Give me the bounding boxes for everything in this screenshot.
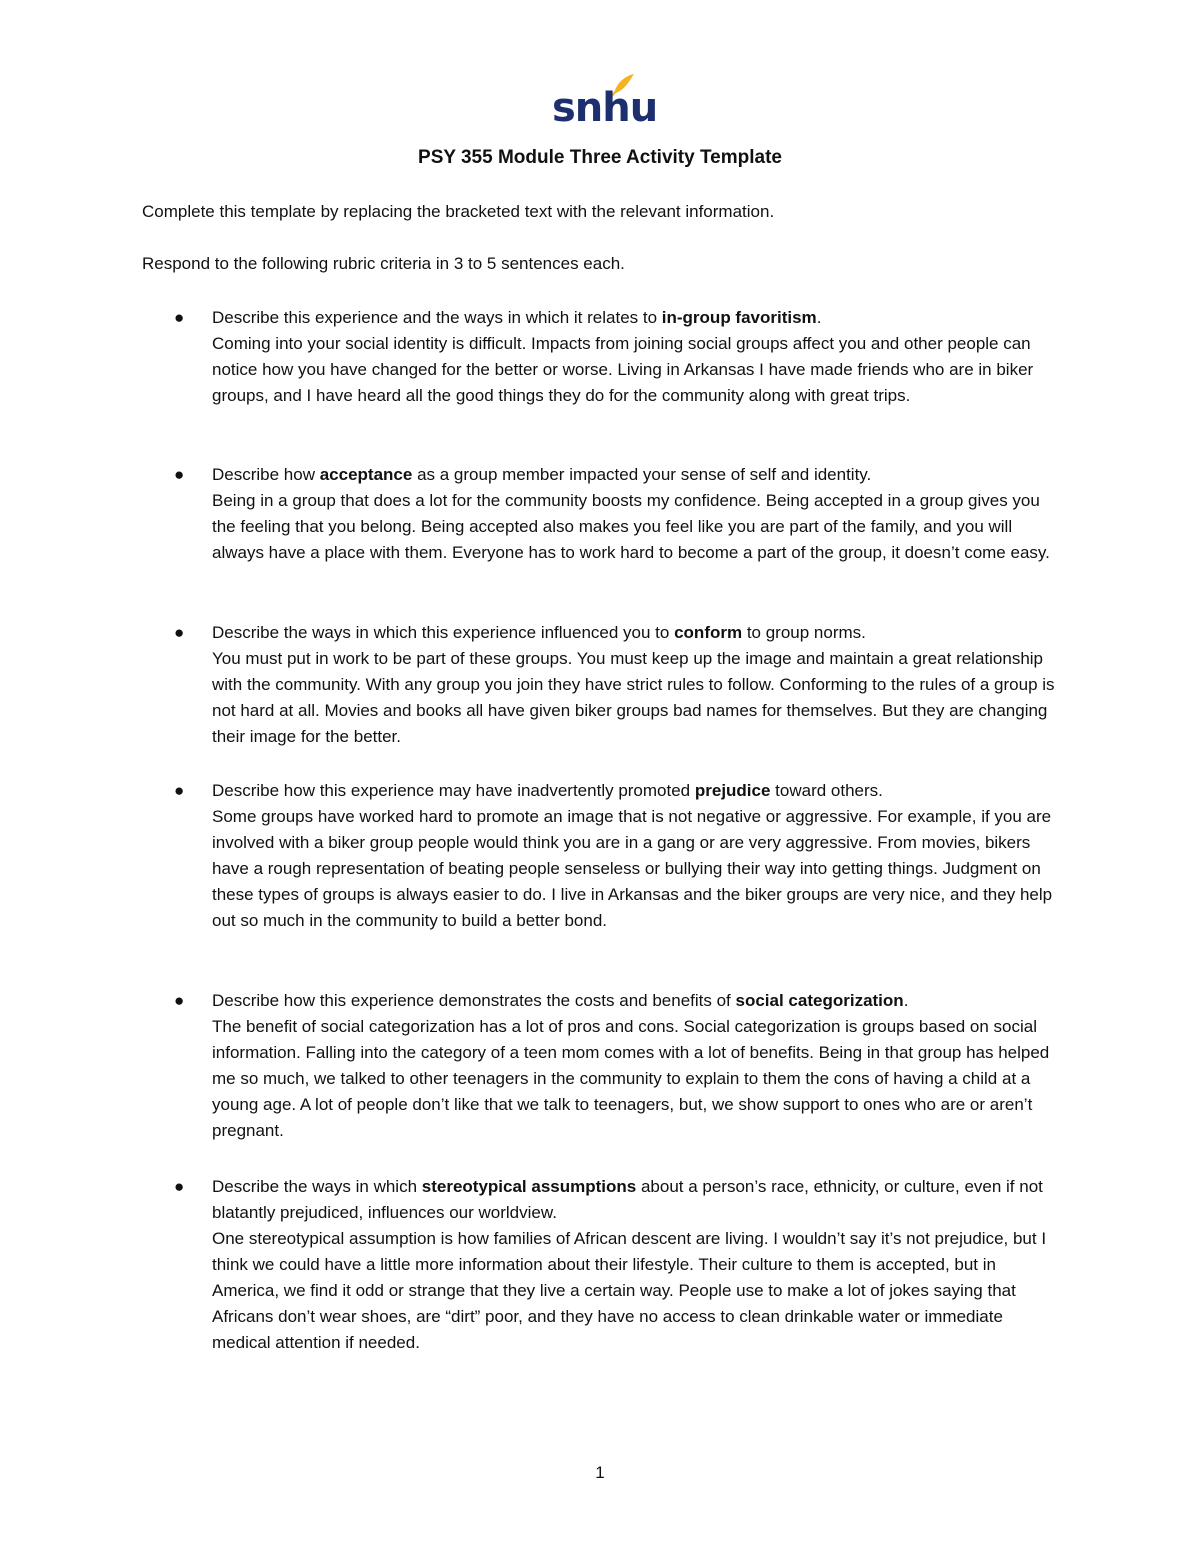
bullet-icon: ● — [174, 991, 185, 1010]
snhu-logo — [552, 72, 658, 132]
rubric-response: One stereotypical assumption is how families of African descent are living. I wouldn’t say it’s not prejudice, but I think we could have a little more information about their lifestyle. Their culture to them is accepted, but in America, we find it odd or strange that they live a certain way. People use to make a lot of jokes saying that Africans don’t wear shoes, are “dirt” poor, and they have no access to clean drinkable water or immediate medical attention if needed. — [212, 1229, 1047, 1352]
rubric-response: Coming into your social identity is difficult. Impacts from joining social groups affect you and other people can notice how you have changed for the better or worse. Living in Arkansas I have made friends who are in biker groups, and I have heard all the good things they do for the community along with great trips. — [212, 334, 1034, 405]
rubric-prompt: Describe how acceptance as a group member impacted your sense of self and identity. — [212, 465, 872, 484]
rubric-response: Being in a group that does a lot for the community boosts my confidence. Being accepted in a group gives you the feeling that you belong. Being accepted also makes you feel like you are part of the family, and you will always have a place with them. Everyone has to work hard to become a part of the group, it doesn’t come easy. — [212, 491, 1050, 562]
bullet-icon: ● — [174, 1177, 185, 1196]
document-title: PSY 355 Module Three Activity Template — [418, 147, 782, 168]
rubric-prompt: Describe the ways in which stereotypical assumptions about a person’s race, ethnicity, or culture, even if not blatantly prejudiced, influences our worldview. — [212, 1177, 1043, 1222]
intro-paragraph: Complete this template by replacing the bracketed text with the relevant information. — [142, 202, 775, 221]
rubric-response: You must put in work to be part of these groups. You must keep up the image and maintain a great relationship with the community. With any group you join they have strict rules to follow. Conforming to the rules of a group is not hard at all. Movies and books all have given biker groups bad names for themselves. But they are changing their image for the better. — [212, 649, 1055, 746]
rubric-prompt: Describe the ways in which this experience influenced you to conform to group norms. — [212, 623, 866, 642]
rubric-prompt: Describe how this experience may have inadvertently promoted prejudice toward others. — [212, 781, 883, 800]
rubric-response: The benefit of social categorization has a lot of pros and cons. Social categorization is groups based on social information. Falling into the category of a teen mom comes with a lot of benefits. Being in that group has helped me so much, we talked to other teenagers in the community to explain to them the cons of having a child at a young age. A lot of people don’t like that we talk to teenagers, but, we show support to ones who are or aren’t pregnant. — [212, 1017, 1050, 1140]
bullet-icon: ● — [174, 623, 185, 642]
bullet-icon: ● — [174, 781, 185, 800]
bullet-icon: ● — [174, 465, 185, 484]
bullet-icon: ● — [174, 308, 185, 327]
instruction-paragraph: Respond to the following rubric criteria in 3 to 5 sentences each. — [142, 254, 625, 273]
rubric-prompt: Describe how this experience demonstrates the costs and benefits of social categorization. — [212, 991, 909, 1010]
rubric-prompt: Describe this experience and the ways in which it relates to in-group favoritism. — [212, 308, 822, 327]
page-number: 1 — [595, 1463, 605, 1482]
logo-wordmark: snhu — [552, 85, 658, 131]
rubric-response: Some groups have worked hard to promote an image that is not negative or aggressive. For example, if you are involved with a biker group people would think you are in a gang or are very aggressive. From movies, bikers have a rough representation of beating people senseless or bullying their way into getting things. Judgment on these types of groups is always easier to do. I live in Arkansas and the biker groups are very nice, and they help out so much in the community to build a better bond. — [212, 807, 1053, 930]
